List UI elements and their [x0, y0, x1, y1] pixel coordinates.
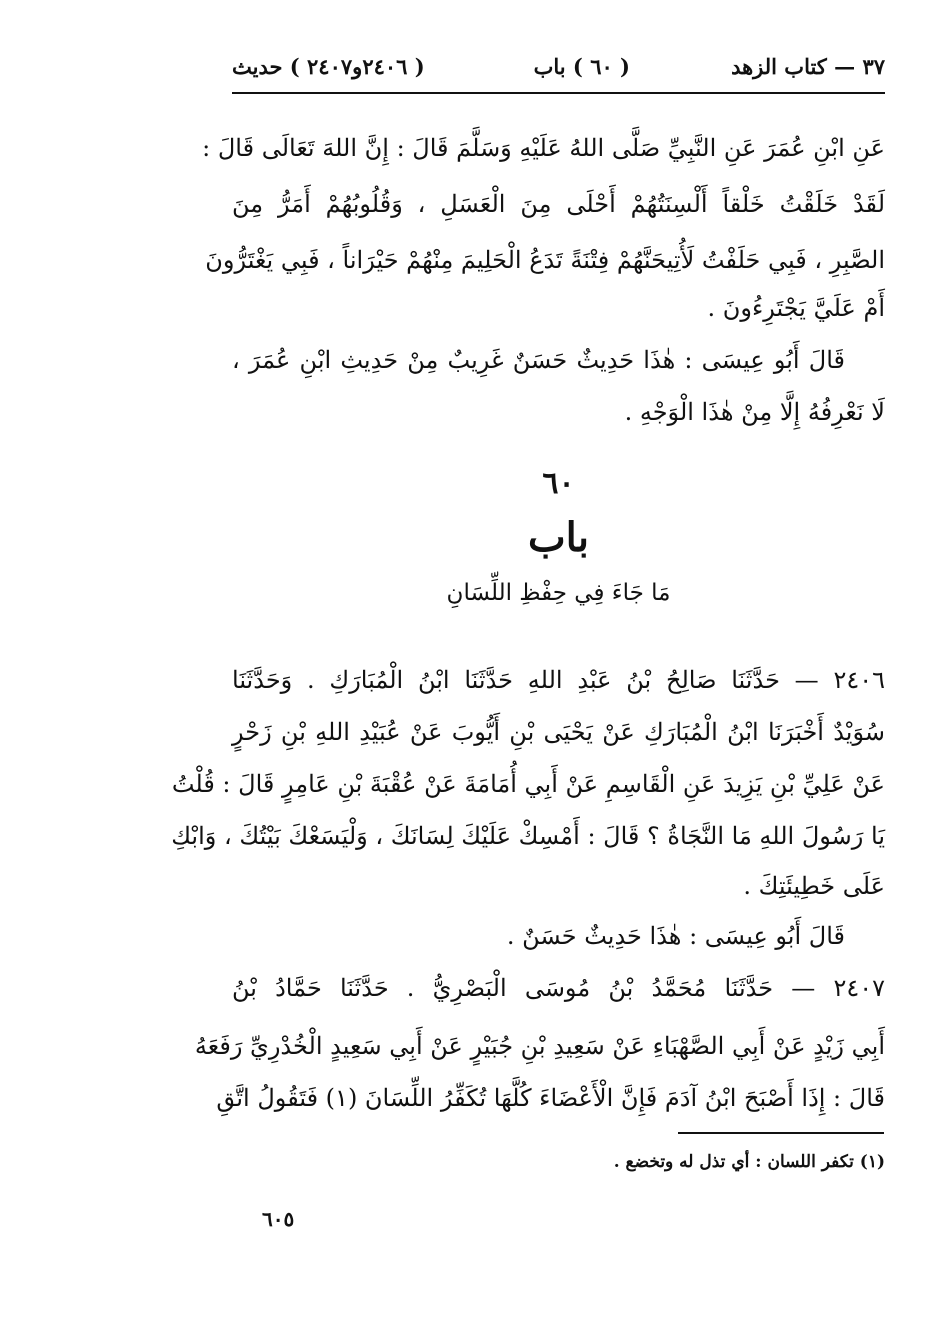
- text-line: لَا نَعْرِفُهُ إِلَّا مِنْ هٰذَا الْوَجْهِ .: [624, 398, 885, 426]
- chapter-title: مَا جَاءَ فِي حِفْظِ اللِّسَانِ: [446, 580, 671, 606]
- text-line: أَمْ عَلَيَّ يَجْتَرِءُونَ .: [707, 294, 885, 322]
- running-header: [232, 48, 885, 88]
- hadith-line: يَا رَسُولَ اللهِ مَا النَّجَاةُ ؟ قَالَ : أَمْسِكْ عَلَيْكَ لِسَانَكَ ، وَلْيَسَعْكَ بَيْتُكَ ، وَابْكِ: [171, 822, 885, 850]
- text-line: عَنِ ابْنِ عُمَرَ عَنِ النَّبِيِّ صَلَّى اللهُ عَلَيْهِ وَسَلَّمَ قَالَ : إِنَّ اللهَ تَعَالَى قَالَ :: [202, 134, 885, 162]
- page-number: ٦٠٥: [262, 1207, 295, 1231]
- header-hadith-range: ( ٢٤٠٦و٢٤٠٧ ) حديث: [232, 54, 425, 79]
- text-line: لَقَدْ خَلَقْتُ خَلْقاً أَلْسِنَتُهُمْ أَحْلَى مِنَ الْعَسَلِ ، وَقُلُوبُهُمْ أَمَرُّ مِنَ: [232, 190, 886, 218]
- chapter-number: ٦٠: [542, 466, 575, 501]
- chapter-heading: باب: [528, 514, 589, 561]
- footnote: (١) تكفر اللسان : أي تذل له وتخضع .: [613, 1152, 885, 1172]
- hadith-line: عَنْ عَلِيِّ بْنِ يَزِيدَ عَنِ الْقَاسِمِ عَنْ أَبِي أُمَامَةَ عَنْ عُقْبَةَ بْنِ عَامِرٍ قَالَ : قُلْتُ: [171, 770, 885, 798]
- header-book-title: ٣٧ — كتاب الزهد: [731, 54, 885, 79]
- text-line: الصَّبِرِ ، فَبِي حَلَفْتُ لَأُتِيحَنَّهُمْ فِتْنَةً تَدَعُ الْحَلِيمَ مِنْهُمْ حَيْرَاناً ، فَبِي يَغْتَرُّونَ: [205, 246, 885, 274]
- hadith-line: أَبِي زَيْدٍ عَنْ أَبِي الصَّهْبَاءِ عَنْ سَعِيدِ بْنِ جُبَيْرٍ عَنْ أَبِي سَعِيدٍ الْخُدْرِيِّ رَفَعَهُ: [194, 1032, 885, 1060]
- hadith-line: ٢٤٠٧ — حَدَّثَنَا مُحَمَّدُ بْنُ مُوسَى الْبَصْرِيُّ . حَدَّثَنَا حَمَّادُ بْنُ: [232, 974, 885, 1002]
- hadith-line: ٢٤٠٦ — حَدَّثَنَا صَالِحُ بْنُ عَبْدِ اللهِ حَدَّثَنَا ابْنُ الْمُبَارَكِ . وَحَدَّثَنَا: [232, 666, 885, 694]
- hadith-line: سُوَيْدٌ أَخْبَرَنَا ابْنُ الْمُبَارَكِ عَنْ يَحْيَى بْنِ أَيُّوبَ عَنْ عُبَيْدِ اللهِ بْنِ زَحْرٍ: [232, 718, 885, 746]
- text-line: قَالَ أَبُو عِيسَى : هٰذَا حَدِيثٌ حَسَنٌ غَرِيبٌ مِنْ حَدِيثِ ابْنِ عُمَرَ ،: [232, 346, 845, 374]
- hadith-line: قَالَ : إِذَا أَصْبَحَ ابْنُ آدَمَ فَإِنَّ الْأَعْضَاءَ كُلَّهَا تُكَفِّرُ اللِّسَانَ (١) فَتَقُولُ اتَّقِ: [216, 1084, 885, 1112]
- footnote-divider: [678, 1132, 884, 1134]
- header-divider: [232, 92, 885, 94]
- hadith-line: عَلَى خَطِيئَتِكَ .: [743, 872, 885, 900]
- hadith-line: قَالَ أَبُو عِيسَى : هٰذَا حَدِيثٌ حَسَنٌ .: [506, 922, 845, 950]
- header-chapter: ( ٦٠ ) باب: [533, 54, 630, 79]
